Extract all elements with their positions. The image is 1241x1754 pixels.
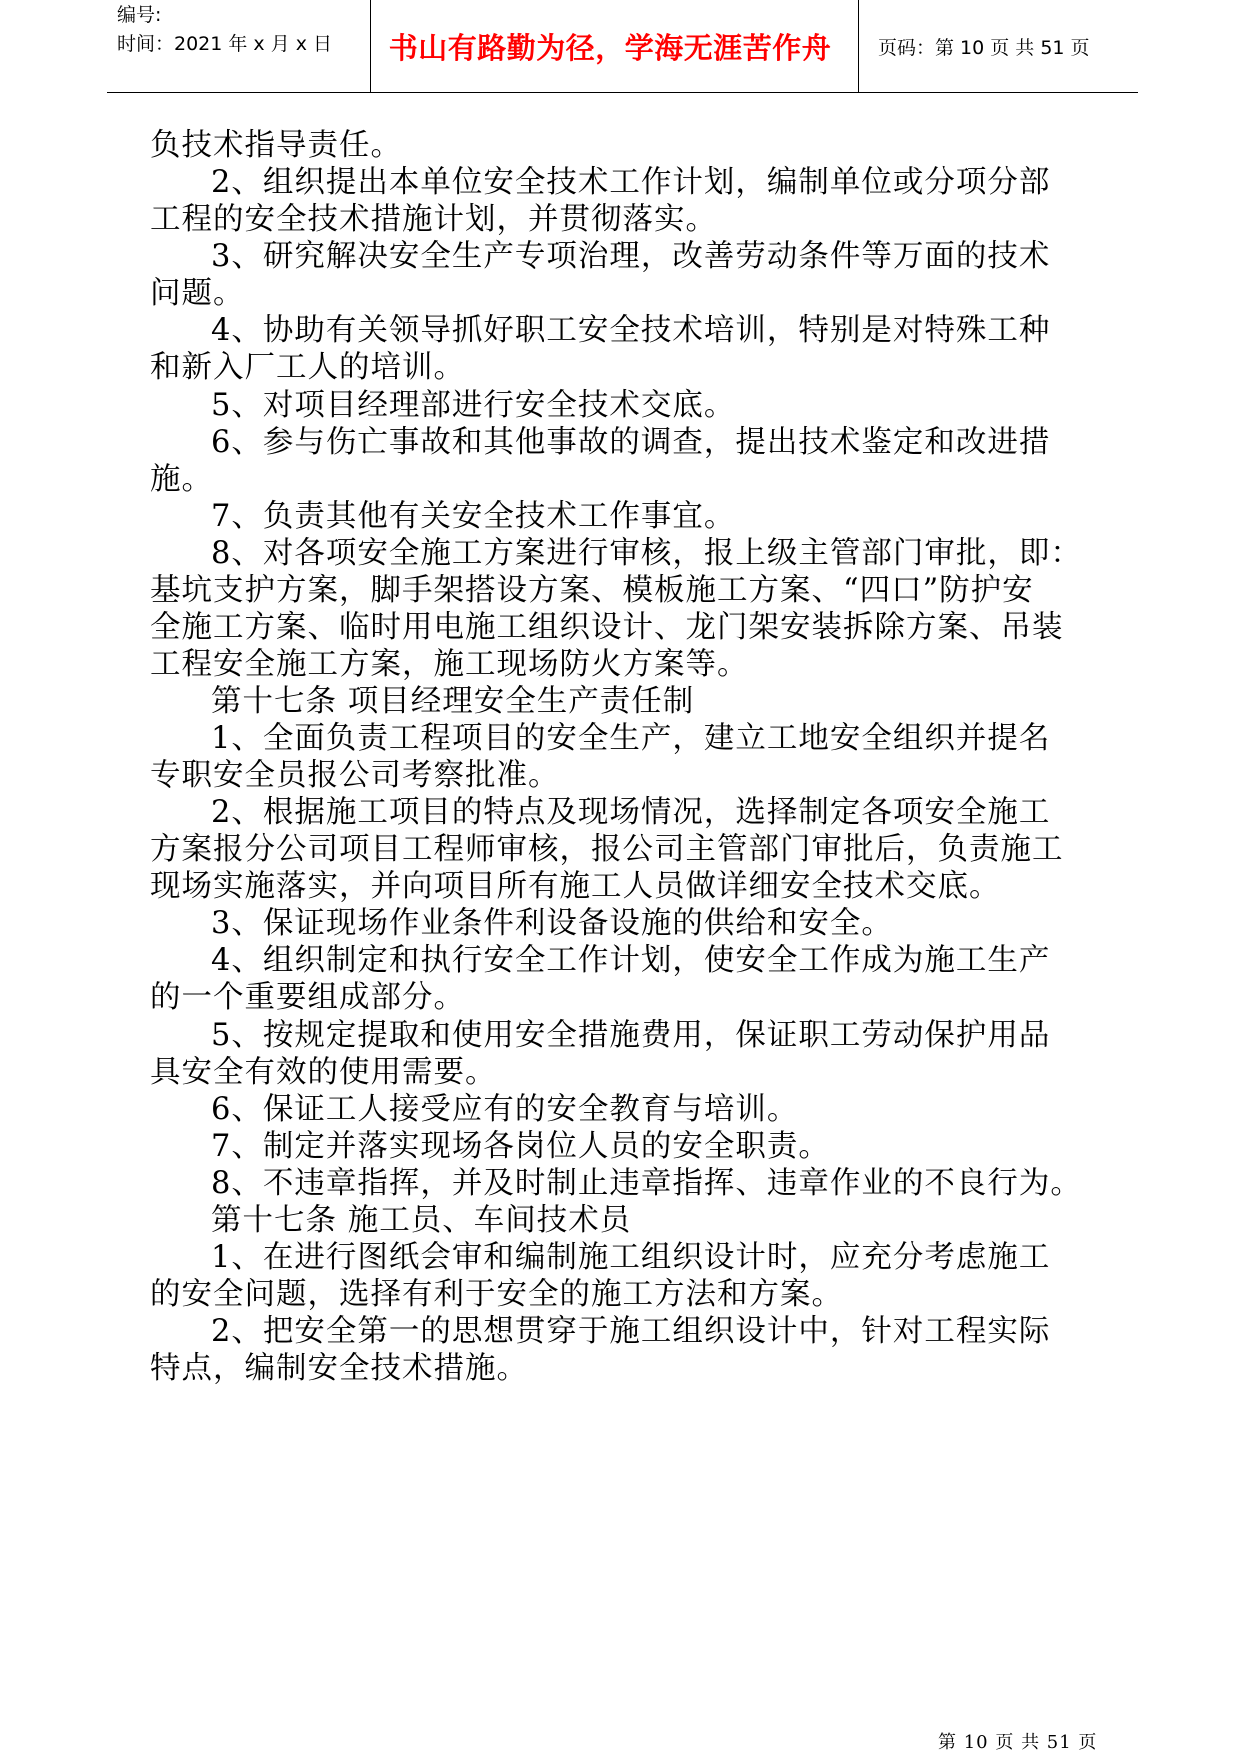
page-footer: 第 10 页 共 51 页 xyxy=(938,1732,1098,1753)
text-line: 施。 xyxy=(150,462,213,497)
header-divider-right xyxy=(858,0,859,92)
document-number-label: 编号: xyxy=(117,4,162,26)
section-heading: 第十七条 施工员、车间技术员 xyxy=(211,1203,632,1238)
text-line: 基坑支护方案，脚手架搭设方案、模板施工方案、“四口”防护安 xyxy=(150,573,1034,608)
text-line: 专职安全员报公司考察批准。 xyxy=(150,758,560,793)
text-line: 2、组织提出本单位安全技术工作计划，编制单位或分项分部 xyxy=(211,165,1051,200)
text-line: 4、协助有关领导抓好职工安全技术培训，特别是对特殊工种 xyxy=(211,313,1051,348)
text-line: 问题。 xyxy=(150,276,245,311)
section-heading: 第十七条 项目经理安全生产责任制 xyxy=(211,684,695,719)
text-line: 全施工方案、临时用电施工组织设计、龙门架安装拆除方案、吊装 xyxy=(150,610,1064,645)
text-line: 4、组织制定和执行安全工作计划，使安全工作成为施工生产 xyxy=(211,943,1051,978)
header-meta xyxy=(117,0,377,92)
text-line: 2、把安全第一的思想贯穿于施工组织设计中，针对工程实际 xyxy=(211,1314,1051,1349)
page-header xyxy=(107,0,1138,93)
document-date-label: 时间：2021 年 x 月 x 日 xyxy=(117,33,333,55)
header-motto: 书山有路勤为径，学海无涯苦作舟 xyxy=(388,30,832,65)
text-line: 8、对各项安全施工方案进行审核，报上级主管部门审批，即： xyxy=(211,536,1082,571)
text-line: 1、全面负责工程项目的安全生产，建立工地安全组织并提名 xyxy=(211,721,1051,756)
text-line: 5、按规定提取和使用安全措施费用，保证职工劳动保护用品 xyxy=(211,1018,1051,1053)
text-line: 现场实施落实，并向项目所有施工人员做详细安全技术交底。 xyxy=(150,869,1001,904)
text-line: 6、保证工人接受应有的安全教育与培训。 xyxy=(211,1092,799,1127)
text-line: 具安全有效的使用需要。 xyxy=(150,1055,497,1090)
header-page-number: 页码：第 10 页 共 51 页 xyxy=(878,36,1090,59)
text-line: 工程安全施工方案，施工现场防火方案等。 xyxy=(150,647,749,682)
text-line: 的安全问题，选择有利于安全的施工方法和方案。 xyxy=(150,1277,843,1312)
text-line: 特点，编制安全技术措施。 xyxy=(150,1351,528,1386)
text-line: 6、参与伤亡事故和其他事故的调查，提出技术鉴定和改进措 xyxy=(211,425,1051,460)
text-line: 工程的安全技术措施计划，并贯彻落实。 xyxy=(150,202,717,237)
text-line: 和新入厂工人的培训。 xyxy=(150,350,465,385)
text-line: 1、在进行图纸会审和编制施工组织设计时，应充分考虑施工 xyxy=(211,1240,1051,1275)
text-line: 方案报分公司项目工程师审核，报公司主管部门审批后，负责施工 xyxy=(150,832,1064,867)
text-line: 的一个重要组成部分。 xyxy=(150,980,465,1015)
text-line: 3、研究解决安全生产专项治理，改善劳动条件等万面的技术 xyxy=(211,239,1051,274)
text-line: 8、不违章指挥，并及时制止违章指挥、违章作业的不良行为。 xyxy=(211,1166,1082,1201)
text-line: 3、保证现场作业条件利设备设施的供给和安全。 xyxy=(211,906,893,941)
text-line: 负技术指导责任。 xyxy=(150,128,402,163)
text-line: 2、根据施工项目的特点及现场情况，选择制定各项安全施工 xyxy=(211,795,1051,830)
text-line: 7、制定并落实现场各岗位人员的安全职责。 xyxy=(211,1129,830,1164)
text-line: 7、负责其他有关安全技术工作事宜。 xyxy=(211,499,736,534)
text-line: 5、对项目经理部进行安全技术交底。 xyxy=(211,388,736,423)
